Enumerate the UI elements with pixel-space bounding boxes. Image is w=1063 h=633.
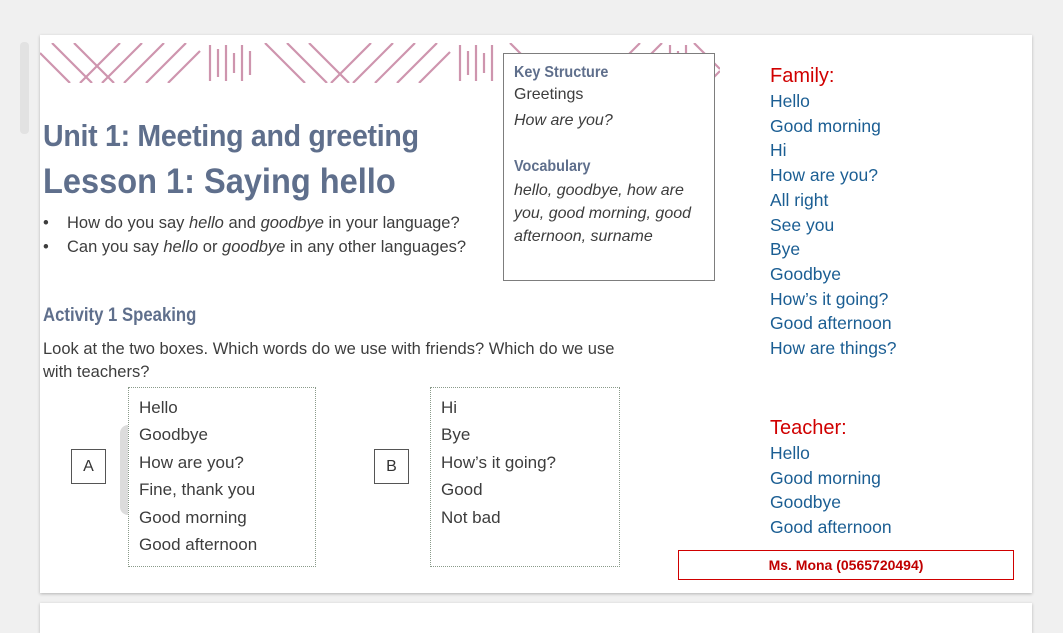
word-item: Not bad: [441, 507, 501, 527]
author-credit: Ms. Mona (0565720494): [678, 550, 1014, 580]
bullet: •: [43, 214, 49, 232]
word-item: Fine, thank you: [139, 480, 256, 500]
teacher-list: [770, 415, 892, 540]
family-item: Bye: [770, 239, 801, 260]
family-list: [770, 63, 1020, 361]
word-item: How’s it going?: [441, 452, 556, 472]
teacher-item: Good morning: [770, 467, 881, 488]
lesson-title: Lesson 1: Saying hello: [43, 162, 396, 201]
family-heading: Family:: [770, 65, 835, 87]
family-item: How are you?: [770, 165, 878, 186]
vocabulary-text: hello, goodbye, how are you, good morning, good afternoon, surname: [514, 182, 692, 245]
box-b-label: B: [374, 449, 409, 484]
family-item: Hello: [770, 91, 810, 111]
word-item: Hi: [441, 398, 458, 417]
word-item: How are you?: [139, 452, 244, 472]
family-item: Goodbye: [770, 263, 842, 284]
next-slide-preview[interactable]: [40, 603, 1032, 633]
family-item: Good morning: [770, 115, 881, 136]
teacher-item: Goodbye: [770, 492, 842, 513]
word-item: Hello: [139, 398, 178, 417]
word-box-b: [430, 387, 620, 567]
bullet: •: [43, 238, 49, 256]
word-item: Bye: [441, 425, 471, 445]
vocabulary-heading: Vocabulary: [514, 158, 591, 175]
teacher-item: Good afternoon: [770, 517, 892, 538]
family-item: See you: [770, 214, 835, 235]
family-item: Hi: [770, 140, 787, 161]
key-structure-line: Greetings: [514, 86, 584, 103]
textbook-page: [40, 35, 720, 580]
box-a-label: A: [71, 449, 106, 484]
activity-title: Activity 1 Speaking: [43, 305, 197, 326]
key-structure-line: How are you?: [514, 112, 613, 129]
family-item: Good afternoon: [770, 313, 892, 334]
unit-title: Unit 1: Meeting and greeting: [43, 118, 419, 153]
question-item: • Can you say hello or goodbye in any other languages?: [43, 235, 466, 259]
key-structure-heading: Key Structure: [514, 64, 609, 81]
word-item: Good morning: [139, 507, 247, 527]
word-item: Good afternoon: [139, 535, 258, 555]
discussion-questions: [43, 211, 466, 259]
scrollbar-thumb[interactable]: [20, 42, 29, 134]
teacher-heading: Teacher:: [770, 417, 847, 439]
word-box-a: [128, 387, 316, 567]
activity-instructions: Look at the two boxes. Which words do we use with friends? Which do we use with teachers?: [43, 340, 615, 381]
family-item: How’s it going?: [770, 288, 889, 309]
slide: [40, 35, 1032, 593]
word-item: Goodbye: [139, 425, 208, 445]
family-item: All right: [770, 189, 829, 210]
word-item: Good: [441, 480, 483, 500]
key-structure-box: [503, 53, 715, 281]
family-item: How are things?: [770, 338, 897, 359]
question-item: • How do you say hello and goodbye in your language?: [43, 211, 466, 235]
teacher-item: Hello: [770, 443, 810, 463]
